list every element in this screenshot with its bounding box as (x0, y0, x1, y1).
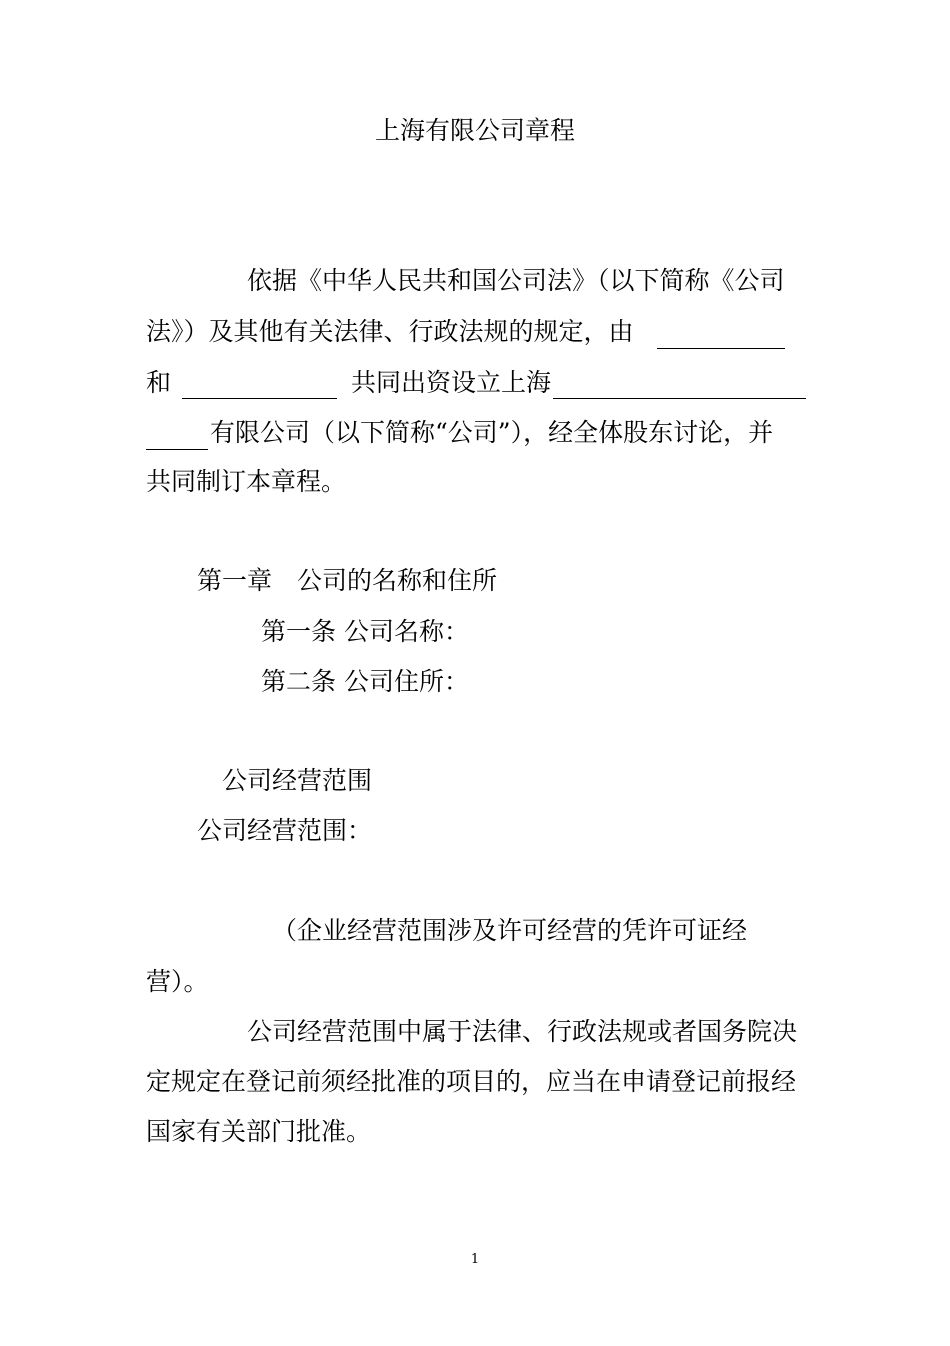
article-2: 第二条 公司住所： (261, 667, 469, 696)
preamble-line-3b: 共同出资设立上海 (351, 368, 552, 397)
scope-paragraph-line-2: 定规定在登记前须经批准的项目的，应当在申请登记前报经 (146, 1067, 797, 1096)
preamble-line-4: 有限公司（以下简称“公司”），经全体股东讨论，并 (210, 418, 774, 447)
scope-label: 公司经营范围： (197, 816, 373, 845)
chapter-1-heading: 第一章 公司的名称和住所 (197, 566, 498, 595)
scope-paragraph-line-1: 公司经营范围中属于法律、行政法规或者国务院决 (247, 1017, 798, 1046)
scope-heading: 公司经营范围 (222, 766, 373, 795)
blank-underline-shareholder-2 (182, 398, 337, 399)
preamble-line-2: 法》）及其他有关法律、行政法规的规定，由 (146, 317, 634, 346)
scope-note-line-1: （企业经营范围涉及许可经营的凭许可证经 (272, 916, 748, 945)
preamble-line-3a: 和 (146, 368, 172, 397)
page-number: 1 (470, 1252, 480, 1267)
scope-paragraph-line-3: 国家有关部门批准。 (146, 1117, 372, 1146)
blank-underline-company-name-cont (146, 449, 208, 450)
blank-underline-shareholder-1 (657, 348, 785, 349)
article-1: 第一条 公司名称： (261, 617, 469, 646)
blank-underline-company-name (553, 398, 806, 399)
preamble-line-5: 共同制订本章程。 (146, 467, 347, 496)
preamble-line-1: 依据《中华人民共和国公司法》（以下简称《公司 (247, 266, 785, 295)
scope-note-line-2: 营）。 (146, 967, 209, 996)
document-title: 上海有限公司章程 (374, 116, 575, 145)
